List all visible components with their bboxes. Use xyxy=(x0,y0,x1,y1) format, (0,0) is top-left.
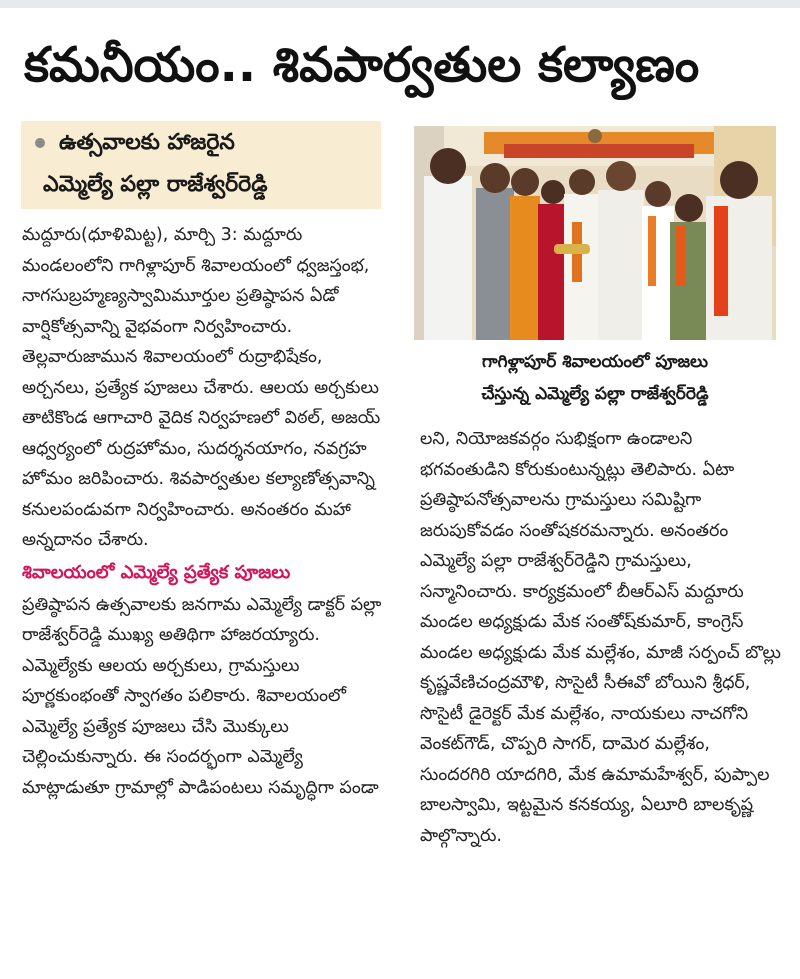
body-paragraph-3: లని, నియోజకవర్గం సుభిక్షంగా ఉండాలని భగవంతుడిని కోరుకుంటున్నట్లు తెలిపారు. ఏటా ప్రతిష్ఠాపనోత్సవాలను గ్రామస్తులు సమిష్టిగా జరుపుకోవడం సంతోషకరమన్నారు. అనంతరం ఎమ్మెల్యే పల్లా రాజేశ్వర్‌రెడ్డిని గ్రామస్తులు, సన్మానించారు. కార్యక్రమంలో బీఆర్‌ఎస్ మద్దూరు మండల అధ్యక్షుడు మేక సంతోష్‌కుమార్, కాంగ్రెస్ మండల అధ్యక్షుడు మేక మల్లేశం, మాజీ సర్పంచ్ బొల్లు కృష్ణవేణిచంద్రమౌళి, సొసైటీ సీఈవో బోయిని శ్రీధర్, సొసైటీ డైరెక్టర్ మేక మల్లేశం, నాయకులు నాచగోని వెంకట్‌గౌడ్, చొప్పరి సాగర్, దామెర మల్లేశం, సుందరగిరి యాదగిరి, మేక ఉమామహేశ్వర్, పుప్పాల బాలస్వామి, ఇట్టమైన కనకయ్య, ఏలూరి బాలకృష్ణ పాల్గొన్నారు. xyxy=(420,429,781,846)
top-rule xyxy=(0,0,800,8)
bullet-icon xyxy=(35,138,45,148)
left-column xyxy=(22,220,392,972)
caption-line-2: చేస్తున్న ఎమ్మెల్యే పల్లా రాజేశ్వర్‌రెడ్డి xyxy=(481,384,709,404)
highlight-line-1: ఉత్సవాలకు హాజరైన xyxy=(59,130,235,155)
body-paragraph-1: మద్దూరు(ధూళిమిట్ట), మార్చి 3: మద్దూరు మండలంలోని గాగిళ్లాపూర్ శివాలయంలో ధ్వజస్తంభ, నాగసుబ్రహ్మణ్యస్వామిమూర్తుల ప్రతిష్ఠాపన ఏడో వార్షికోత్సవాన్ని వైభవంగా నిర్వహించారు. తెల్లవారుజామున శివాలయంలో రుద్రాభిషేకం, అర్చనలు, ప్రత్యేక పూజలు చేశారు. ఆలయ అర్చకులు తాటికొండ ఆగాచారి వైదిక నిర్వహణలో విఠల్, అజయ్ ఆధ్వర్యంలో రుద్రహోమం, సుదర్శనయాగం, నవగ్రహ హోమం జరిపించారు. శివపార్వతుల కల్యాణోత్సవాన్ని కనులపండువగా నిర్వహించారు. అనంతరం మహా అన్నదానం చేశారు. xyxy=(22,225,381,550)
body-paragraph-2: ప్రతిష్ఠాపన ఉత్సవాలకు జనగామ ఎమ్మెల్యే డాక్టర్ పల్లా రాజేశ్వర్‌రెడ్డి ముఖ్య అతిథిగా హాజరయ్యారు. ఎమ్మెల్యేకు ఆలయ అర్చకులు, గ్రామస్తులు పూర్ణకుంభంతో స్వాగతం పలికారు. శివాలయంలో ఎమ్మెల్యే ప్రత్యేక పూజలు చేసి మొక్కులు చెల్లించుకున్నారు. ఈ సందర్భంగా ఎమ్మెల్యే మాట్లాడుతూ గ్రామాల్లో పాడిపంటలు సమృద్ధిగా పండా xyxy=(22,594,382,798)
highlight-box xyxy=(21,121,381,209)
right-column xyxy=(420,424,782,964)
temple-ceremony-image xyxy=(414,126,776,340)
caption-line-1: గాగిళ్లాపూర్ శివాలయంలో పూజలు xyxy=(482,352,708,372)
photo-caption xyxy=(414,346,776,412)
highlight-line-2: ఎమ్మెల్యే పల్లా రాజేశ్వర్‌రెడ్డి xyxy=(43,172,268,197)
news-photo xyxy=(414,126,776,340)
headline: కమనీయం.. శివపార్వతుల కల్యాణం xyxy=(24,37,700,93)
subheading: శివాలయంలో ఎమ్మెల్యే ప్రత్యేక పూజలు xyxy=(22,561,291,583)
